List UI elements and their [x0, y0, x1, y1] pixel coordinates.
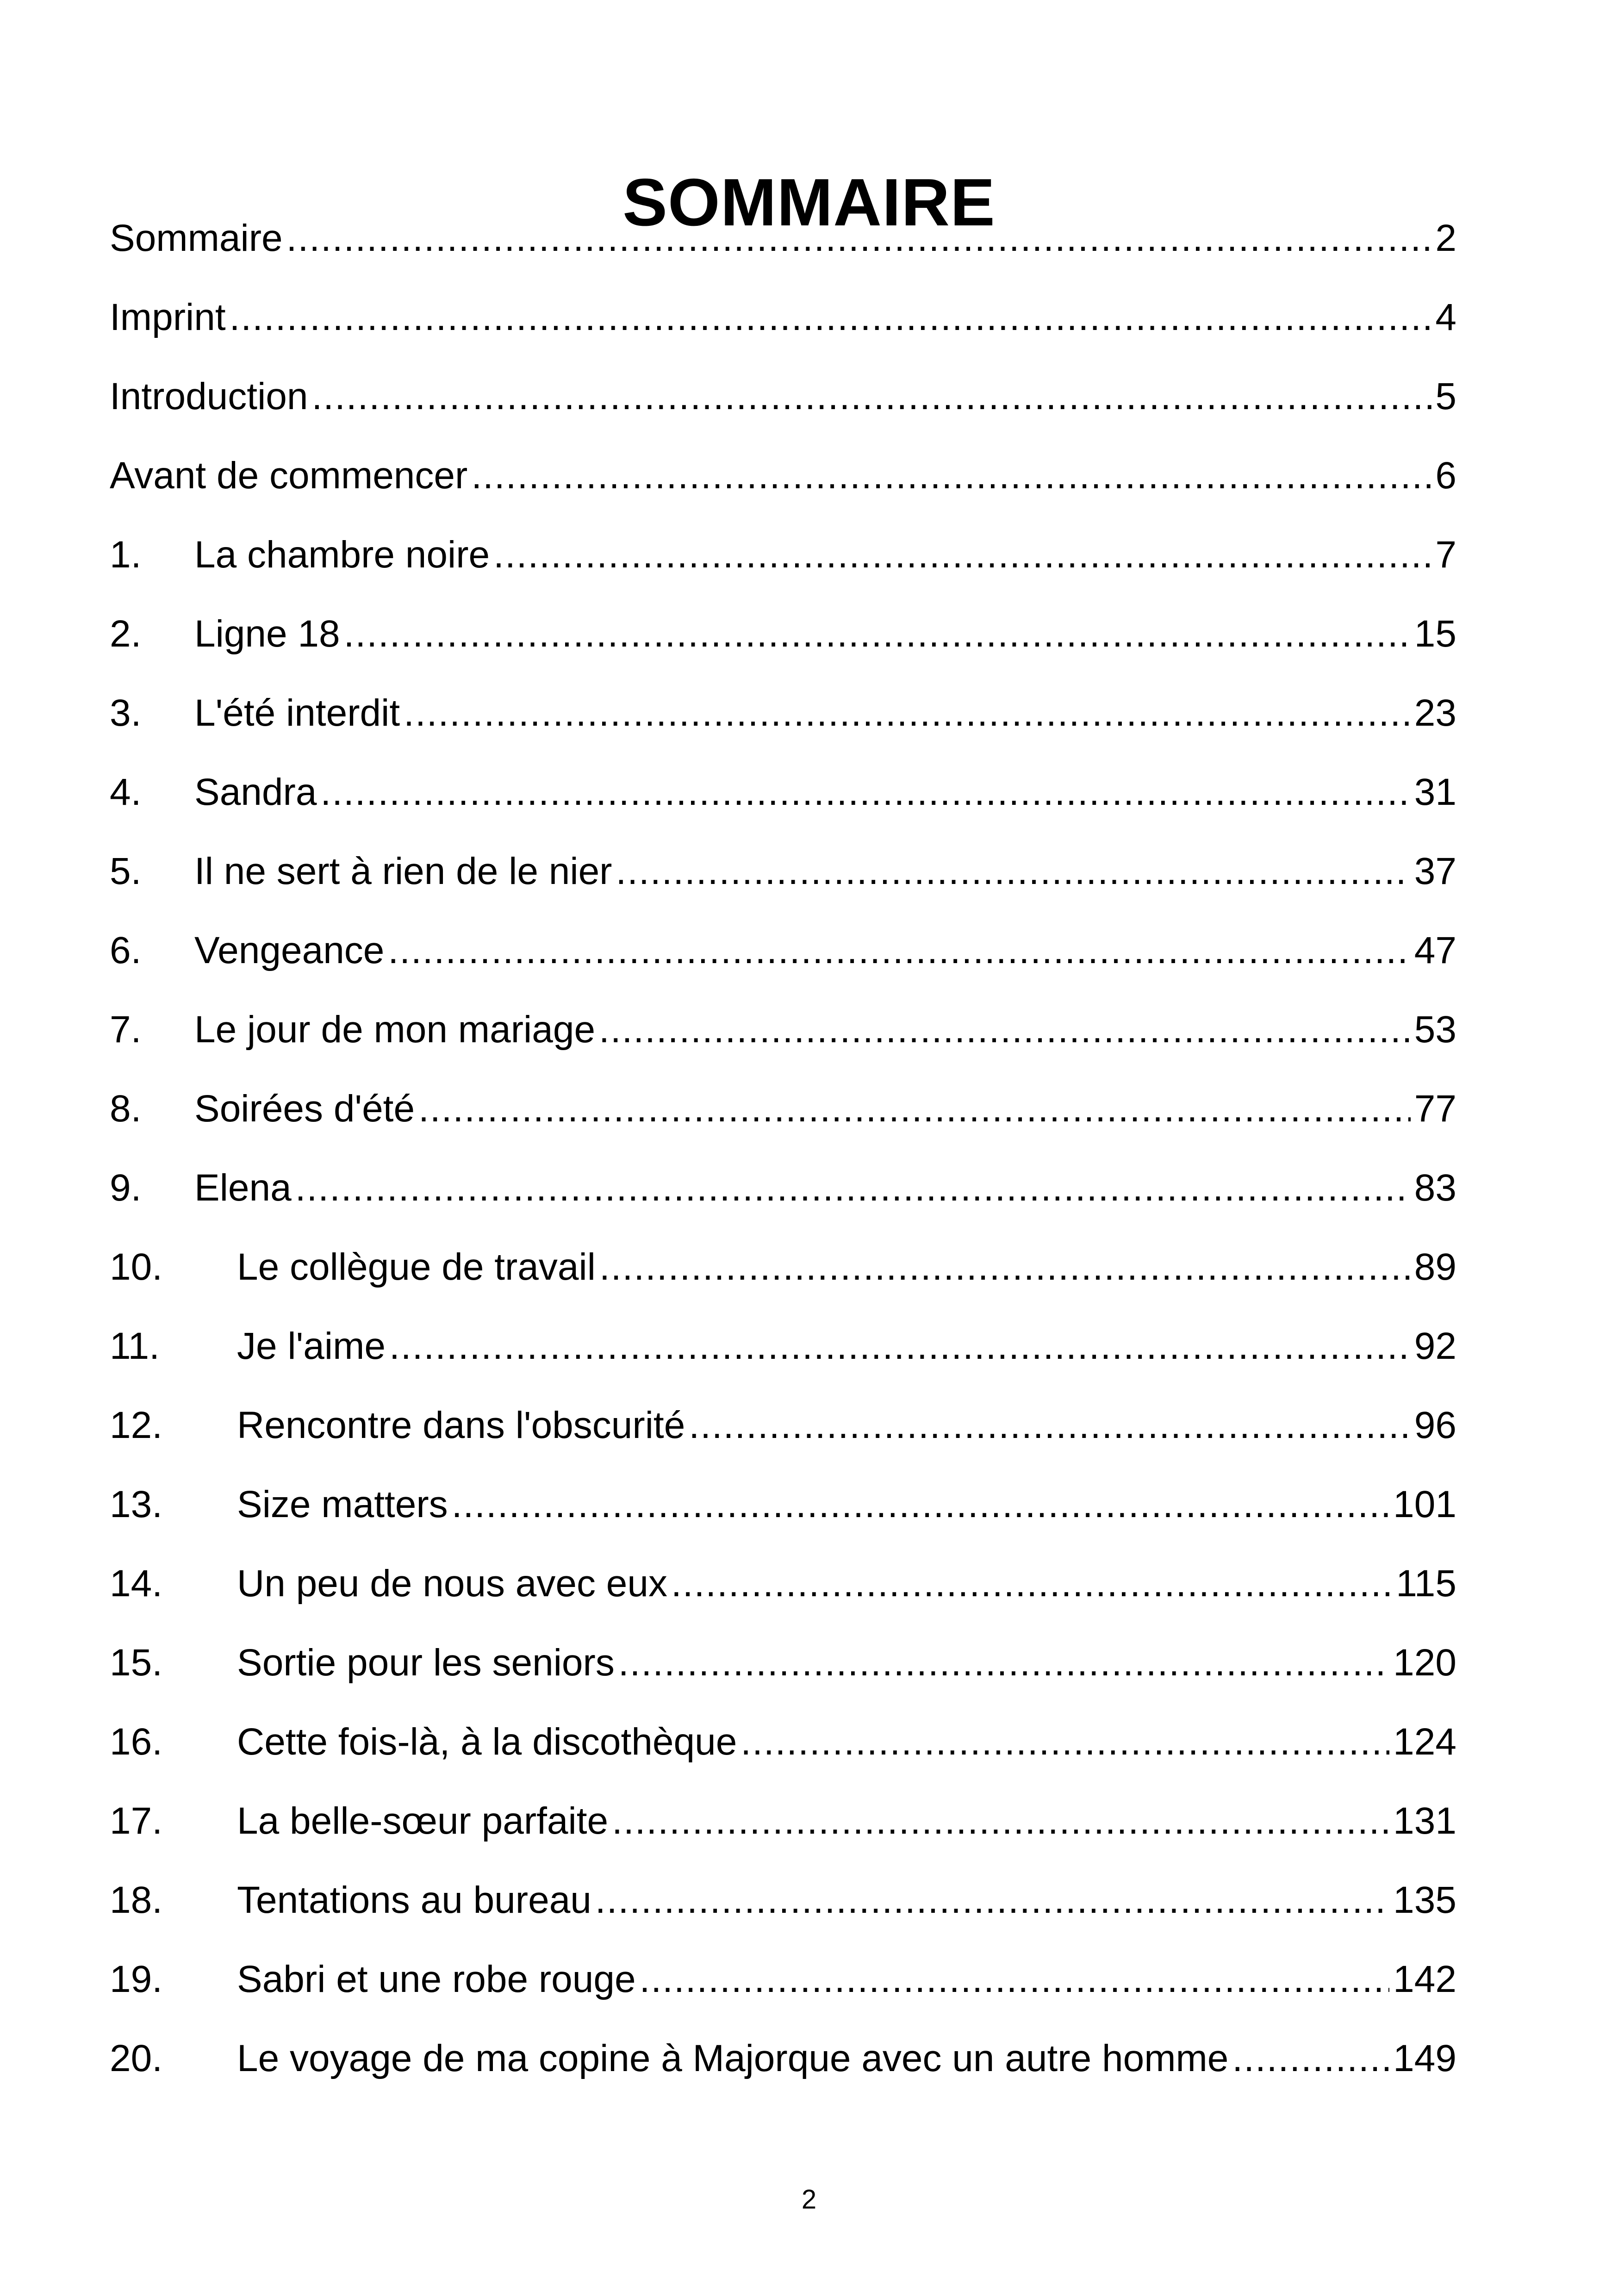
toc-entry[interactable] — [110, 211, 1456, 266]
page-title: SOMMAIRE — [622, 165, 996, 240]
toc-entry-label: Sandra — [194, 771, 317, 813]
toc-leader-dots — [388, 923, 1410, 978]
toc-entry[interactable] — [110, 1793, 1456, 1849]
toc-entry-number: 8. — [110, 1088, 142, 1130]
toc-entry-label: Cette fois-là, à la discothèque — [237, 1721, 737, 1763]
toc-entry[interactable] — [110, 685, 1456, 741]
toc-entry-number: 13. — [110, 1483, 162, 1525]
toc-entry-label: Avant de commencer — [110, 454, 468, 497]
toc-entry-number: 1. — [110, 534, 142, 576]
toc-leader-dots — [344, 606, 1411, 662]
toc-entry[interactable] — [110, 527, 1456, 583]
toc-entry-label: Le voyage de ma copine à Majorque avec un autre homme — [237, 2037, 1229, 2079]
toc-entry-page: 15 — [1414, 613, 1456, 655]
toc-leader-dots — [286, 211, 1432, 266]
toc-entry-number: 20. — [110, 2037, 162, 2079]
toc-leader-dots — [612, 1793, 1389, 1849]
toc-entry[interactable] — [110, 448, 1456, 504]
toc-entry-number: 15. — [110, 1642, 162, 1684]
toc-entry[interactable] — [110, 1635, 1456, 1691]
toc-entry-page: 53 — [1414, 1008, 1456, 1051]
toc-leader-dots — [671, 1556, 1392, 1612]
toc-leader-dots — [599, 1239, 1411, 1295]
toc-leader-dots — [599, 1002, 1411, 1058]
toc-entry[interactable] — [110, 1873, 1456, 1928]
toc-entry-page: 115 — [1396, 1562, 1456, 1605]
toc-entry-page: 92 — [1414, 1325, 1456, 1367]
toc-leader-dots — [616, 844, 1410, 899]
toc-entry-number: 9. — [110, 1167, 142, 1209]
toc-leader-dots — [1232, 2031, 1389, 2086]
toc-leader-dots — [452, 1477, 1389, 1532]
toc-entry-number: 5. — [110, 850, 142, 892]
toc-entry-label: Il ne sert à rien de le nier — [194, 850, 612, 892]
page-number: 2 — [801, 2184, 817, 2215]
toc-entry-number: 7. — [110, 1008, 142, 1051]
toc-entry-label: Imprint — [110, 296, 226, 338]
toc-entry[interactable] — [110, 1319, 1456, 1374]
toc-leader-dots — [471, 448, 1431, 504]
toc-entry-label: Soirées d'été — [194, 1088, 415, 1130]
toc-entry-page: 120 — [1393, 1642, 1456, 1684]
toc-entry[interactable] — [110, 923, 1456, 978]
toc-leader-dots — [618, 1635, 1389, 1691]
toc-leader-dots — [741, 1714, 1389, 1770]
toc-entry[interactable] — [110, 1002, 1456, 1058]
toc-entry[interactable] — [110, 1952, 1456, 2007]
toc-entry-number: 12. — [110, 1404, 162, 1446]
toc-entry-page: 47 — [1414, 929, 1456, 971]
toc-entry[interactable] — [110, 606, 1456, 662]
toc-entry-label: Elena — [194, 1167, 292, 1209]
toc-leader-dots — [640, 1952, 1390, 2007]
toc-entry-page: 135 — [1393, 1879, 1456, 1921]
toc-entry-label: Tentations au bureau — [237, 1879, 591, 1921]
toc-leader-dots — [312, 369, 1432, 424]
toc-entry-label: La belle-sœur parfaite — [237, 1800, 609, 1842]
toc-entry-page: 31 — [1414, 771, 1456, 813]
toc-entry[interactable] — [110, 1556, 1456, 1612]
toc-entry-page: 124 — [1393, 1721, 1456, 1763]
toc-entry[interactable] — [110, 1398, 1456, 1453]
toc-entry-label: Rencontre dans l'obscurité — [237, 1404, 685, 1446]
toc-entry-label: Sabri et une robe rouge — [237, 1958, 636, 2000]
toc-entry[interactable] — [110, 1714, 1456, 1770]
toc-entry-label: Sortie pour les seniors — [237, 1642, 615, 1684]
toc-entry-label: La chambre noire — [194, 534, 490, 576]
toc-entry-label: Un peu de nous avec eux — [237, 1562, 667, 1605]
toc-entry-page: 101 — [1393, 1483, 1456, 1525]
toc-entry-label: Le collègue de travail — [237, 1246, 596, 1288]
toc-entry[interactable] — [110, 1239, 1456, 1295]
toc-entry-number: 16. — [110, 1721, 162, 1763]
toc-entry-number: 3. — [110, 692, 142, 734]
toc-entry-page: 83 — [1414, 1167, 1456, 1209]
toc-entry-page: 2 — [1435, 217, 1456, 259]
toc-entry-page: 77 — [1414, 1088, 1456, 1130]
toc-entry[interactable] — [110, 765, 1456, 820]
toc-entry-number: 14. — [110, 1562, 162, 1605]
toc-entry-label: Le jour de mon mariage — [194, 1008, 596, 1051]
toc-entry-page: 149 — [1393, 2037, 1456, 2079]
toc-entry-page: 7 — [1435, 534, 1456, 576]
toc-entry[interactable] — [110, 1477, 1456, 1532]
toc-leader-dots — [689, 1398, 1410, 1453]
toc-entry-page: 131 — [1393, 1800, 1456, 1842]
toc-leader-dots — [595, 1873, 1389, 1928]
toc-entry-page: 96 — [1414, 1404, 1456, 1446]
toc-entry-page: 5 — [1435, 375, 1456, 417]
toc-leader-dots — [404, 685, 1411, 741]
toc-entry-number: 4. — [110, 771, 142, 813]
toc-leader-dots — [418, 1081, 1411, 1137]
toc-entry-page: 4 — [1435, 296, 1456, 338]
toc-entry-label: Ligne 18 — [194, 613, 340, 655]
toc-entry[interactable] — [110, 844, 1456, 899]
toc-entry-number: 11. — [110, 1325, 160, 1367]
toc-entry-label: Vengeance — [194, 929, 385, 971]
toc-entry[interactable] — [110, 1081, 1456, 1137]
toc-entry[interactable] — [110, 2031, 1456, 2086]
toc-entry-number: 6. — [110, 929, 142, 971]
toc-entry[interactable] — [110, 290, 1456, 345]
toc-entry-number: 2. — [110, 613, 142, 655]
toc-entry-number: 17. — [110, 1800, 162, 1842]
toc-entry-number: 10. — [110, 1246, 162, 1288]
toc-entry-page: 23 — [1414, 692, 1456, 734]
toc-entry-page: 37 — [1414, 850, 1456, 892]
toc-leader-dots — [493, 527, 1431, 583]
toc-entry-label: Introduction — [110, 375, 308, 417]
toc-entry-label: L'été interdit — [194, 692, 400, 734]
toc-entry-label: Size matters — [237, 1483, 448, 1525]
toc-leader-dots — [389, 1319, 1411, 1374]
toc-entry-page: 6 — [1435, 454, 1456, 497]
toc-entry[interactable] — [110, 369, 1456, 424]
toc-entry-page: 89 — [1414, 1246, 1456, 1288]
toc-entry-number: 18. — [110, 1879, 162, 1921]
toc-entry-number: 19. — [110, 1958, 162, 2000]
toc-leader-dots — [320, 765, 1410, 820]
toc-entry-page: 142 — [1393, 1958, 1456, 2000]
toc-leader-dots — [230, 290, 1432, 345]
toc-entry-label: Sommaire — [110, 217, 283, 259]
toc-leader-dots — [295, 1160, 1411, 1216]
toc-entry[interactable] — [110, 1160, 1456, 1216]
toc-entry-label: Je l'aime — [237, 1325, 386, 1367]
